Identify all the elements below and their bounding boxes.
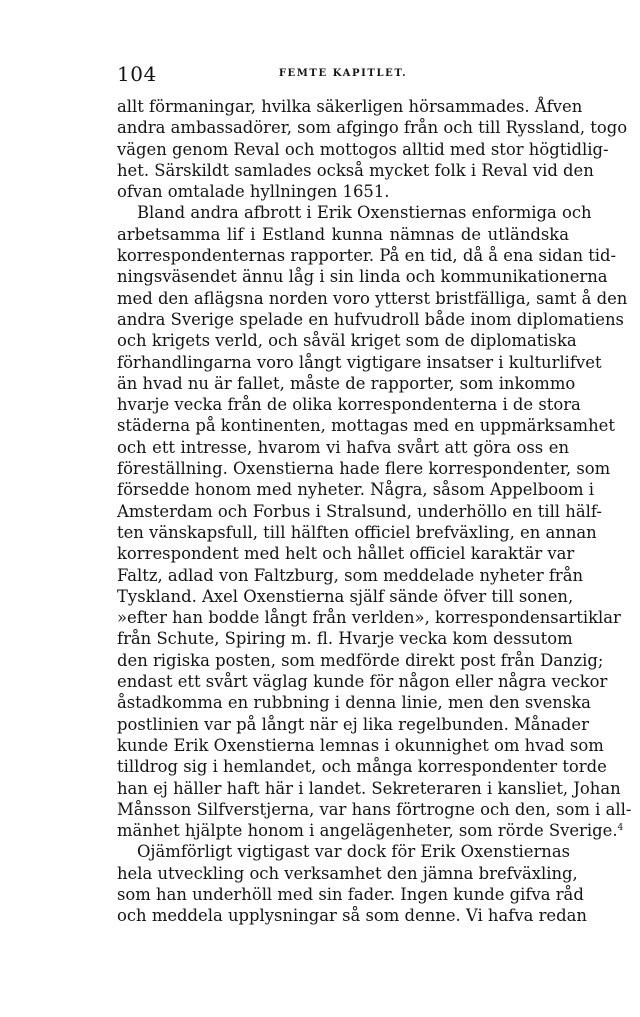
text-line: korrespondent med helt och hållet officiel karaktär var	[117, 544, 575, 564]
text-line: med den aflägsna norden voro ytterst bristfälliga, samt å den	[117, 288, 628, 308]
text-line: kunde Erik Oxenstierna lemnas i okunnighet om hvad som	[117, 735, 604, 755]
text-line: Tyskland. Axel Oxenstierna själf sände öfver till sonen,	[117, 586, 574, 606]
text-line: ofvan omtalade hyllningen 1651.	[117, 182, 390, 202]
page-header	[117, 62, 569, 88]
text-line: Månsson Silfverstjerna, var hans förtrogne och den, som i all-	[117, 799, 632, 819]
text-line: Bland andra afbrott i Erik Oxenstiernas enformiga och	[137, 203, 592, 223]
text-line: endast ett svårt väglag kunde för någon eller några veckor	[117, 672, 608, 692]
text-line: Faltz, adlad von Faltzburg, som meddelade nyheter från	[117, 565, 584, 585]
text-line: korrespondenternas rapporter. På en tid, då å ena sidan tid-	[117, 246, 617, 266]
text-line: »efter han bodde långt från verlden», korrespondensartiklar	[117, 608, 621, 628]
text-line: och meddela upplysningar så som denne. Vi hafva redan	[117, 906, 587, 926]
page-number: 104	[117, 62, 157, 86]
text-line: och krigets verld, och såväl kriget som de diplomatiska	[117, 331, 577, 351]
text-line: het. Särskildt samlades också mycket folk i Reval vid den	[117, 160, 594, 180]
body-text	[117, 96, 632, 927]
text-line: förhandlingarna voro långt vigtigare insatser i kulturlifvet	[117, 352, 602, 372]
text-line: vägen genom Reval och mottogos alltid med stor högtidlig-	[117, 139, 609, 159]
text-line: han ej häller haft här i landet. Sekreteraren i kansliet, Johan	[117, 778, 621, 798]
text-line: Ojämförligt vigtigast var dock för Erik Oxenstiernas	[137, 842, 571, 862]
text-line: Amsterdam och Forbus i Stralsund, underhöllo en till hälf-	[117, 501, 602, 521]
text-line: som han underhöll med sin fader. Ingen kunde gifva råd	[117, 884, 584, 904]
text-line: hvarje vecka från de olika korrespondenterna i de stora	[117, 395, 581, 415]
text-line: allt förmaningar, hvilka säkerligen hörsammades. Åfven	[117, 97, 583, 116]
running-title: FEMTE KAPITLET.	[278, 68, 408, 79]
text-line: mänhet hjälpte honom i angelägenheter, som rörde Sverige.	[117, 821, 618, 841]
text-line: den rigiska posten, som medförde direkt post från Danzig;	[117, 650, 604, 670]
text-line: hela utveckling och verksamhet den jämna brefväxling,	[117, 863, 578, 883]
text-line: arbetsamma lif i Estland kunna nämnas de utländska	[117, 224, 569, 244]
text-line: ningsväsendet ännu låg i sin linda och kommunikationerna	[117, 267, 608, 287]
text-line: ten vänskapsfull, till hälften officiel brefväxling, en annan	[117, 522, 597, 542]
text-line: åstadkomma en rubbning i denna linie, men den svenska	[117, 693, 591, 713]
text-line: försedde honom med nyheter. Några, såsom Appelboom i	[117, 480, 594, 500]
text-line: och ett intresse, hvarom vi hafva svårt att göra oss en	[117, 437, 569, 457]
text-line: än hvad nu är fallet, måste de rapporter, som inkommo	[117, 373, 576, 393]
text-line: från Schute, Spiring m. fl. Hvarje vecka kom dessutom	[117, 629, 573, 649]
footnote-marker: 4	[617, 823, 624, 834]
text-line: tilldrog sig i hemlandet, och många korrespondenter torde	[117, 757, 607, 777]
text-line: andra ambassadörer, som afgingo från och till Ryssland, togo	[117, 118, 628, 138]
text-line: postlinien var på långt när ej lika regelbunden. Månader	[117, 714, 589, 734]
text-line: andra Sverige spelade en hufvudroll både inom diplomatiens	[117, 309, 624, 329]
text-line-with-footnote	[117, 820, 624, 841]
text-line: föreställning. Oxenstierna hade flere korrespondenter, som	[117, 459, 611, 479]
text-line: städerna på kontinenten, mottagas med en uppmärksamhet	[117, 416, 615, 436]
